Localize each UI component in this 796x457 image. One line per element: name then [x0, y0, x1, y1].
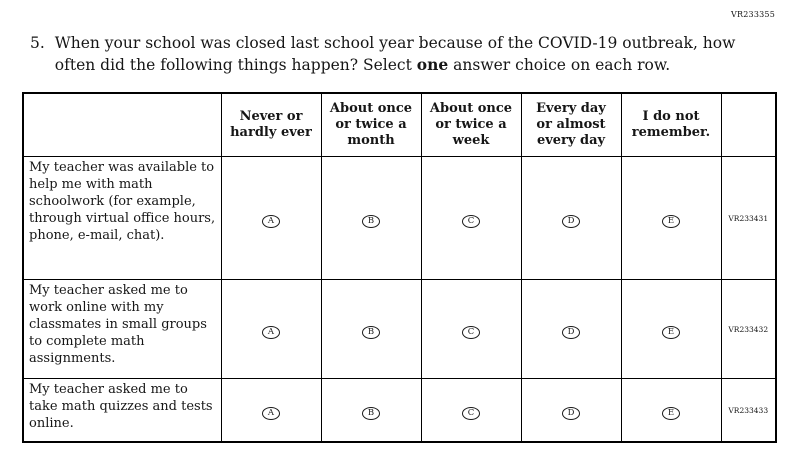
column-header-do-not-remember: I do not remember. [621, 93, 721, 157]
answer-cell [621, 157, 721, 280]
header-code-empty [721, 93, 776, 157]
table-row [23, 157, 776, 280]
header-statement-empty [23, 93, 221, 157]
question-text [55, 33, 756, 77]
answer-cell [521, 379, 621, 443]
answer-bubble-b[interactable]: B [362, 407, 380, 420]
question-number: 5. [30, 34, 45, 52]
question-block [30, 33, 756, 77]
answer-bubble-a[interactable]: A [262, 215, 280, 228]
answer-cell [221, 379, 321, 443]
answer-bubble-b[interactable]: B [362, 215, 380, 228]
column-header-never: Never or hardly ever [221, 93, 321, 157]
page-code: VR233355 [731, 10, 775, 19]
answer-bubble-c[interactable]: C [462, 215, 480, 228]
question-text-bold: one [416, 55, 449, 75]
answer-cell [421, 157, 521, 280]
answer-cell [521, 157, 621, 280]
answer-bubble-d[interactable]: D [562, 407, 580, 420]
table-row [23, 280, 776, 379]
column-header-once-twice-week: About once or twice a week [421, 93, 521, 157]
answer-grid-table [22, 92, 777, 443]
answer-bubble-e[interactable]: E [662, 407, 680, 420]
answer-bubble-b[interactable]: B [362, 326, 380, 339]
table-body [23, 157, 776, 443]
answer-cell [421, 379, 521, 443]
answer-bubble-d[interactable]: D [562, 326, 580, 339]
answer-cell [621, 379, 721, 443]
answer-bubble-a[interactable]: A [262, 326, 280, 339]
answer-bubble-e[interactable]: E [662, 326, 680, 339]
row-code: VR233431 [721, 157, 776, 280]
answer-cell [221, 280, 321, 379]
header-row [23, 93, 776, 157]
question-text-part2: answer choice on each row. [448, 56, 671, 75]
question-text-part1: When your school was closed last school year because of the COVID-19 outbreak, how often did the following things happen? Select [54, 34, 736, 75]
row-statement: My teacher asked me to work online with my classmates in small groups to complete math assignments. [23, 280, 221, 379]
answer-cell [221, 157, 321, 280]
row-statement: My teacher asked me to take math quizzes and tests online. [23, 379, 221, 443]
answer-bubble-e[interactable]: E [662, 215, 680, 228]
table-row [23, 379, 776, 443]
row-code: VR233433 [721, 379, 776, 443]
row-code: VR233432 [721, 280, 776, 379]
column-header-every-day: Every day or almost every day [521, 93, 621, 157]
column-header-once-twice-month: About once or twice a month [321, 93, 421, 157]
answer-cell [621, 280, 721, 379]
answer-cell [321, 280, 421, 379]
answer-cell [321, 157, 421, 280]
answer-bubble-d[interactable]: D [562, 215, 580, 228]
answer-cell [521, 280, 621, 379]
answer-bubble-a[interactable]: A [262, 407, 280, 420]
table-header [23, 93, 776, 157]
row-statement: My teacher was available to help me with math schoolwork (for example, through virtual office hours, phone, e-mail, chat). [23, 157, 221, 280]
answer-cell [321, 379, 421, 443]
answer-bubble-c[interactable]: C [462, 407, 480, 420]
answer-bubble-c[interactable]: C [462, 326, 480, 339]
answer-cell [421, 280, 521, 379]
